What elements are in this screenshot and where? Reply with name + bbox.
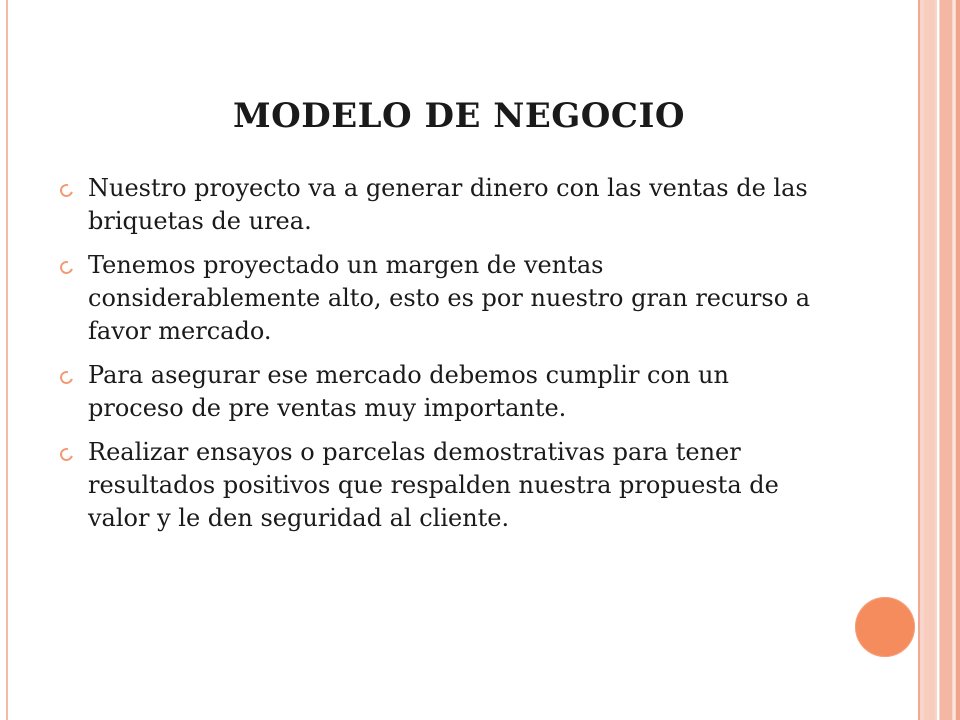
band-stripe	[956, 0, 960, 720]
band-stripe	[940, 0, 952, 720]
band-stripe	[924, 0, 935, 720]
bullet-text: Tenemos proyectado un margen de ventas considerablemente alto, esto es por nuestro gran recurso a favor mercado.	[88, 251, 811, 345]
slide-title: MODELO DE NEGOCIO	[233, 96, 685, 136]
ring-bullet-icon	[58, 369, 76, 387]
bullet-list	[58, 172, 818, 546]
bullet-item	[58, 359, 818, 425]
decorative-circle-icon	[855, 597, 915, 657]
bullet-text: Para asegurar ese mercado debemos cumplir con un proceso de pre ventas muy importante.	[88, 361, 729, 422]
band-stripe	[937, 0, 939, 720]
bullet-text: Nuestro proyecto va a generar dinero con las ventas de las briquetas de urea.	[88, 174, 808, 235]
bullet-item	[58, 172, 818, 238]
ring-bullet-icon	[58, 259, 76, 277]
ring-bullet-icon	[58, 182, 76, 200]
bullet-item	[58, 436, 818, 535]
right-decorative-band	[918, 0, 960, 720]
band-stripe	[918, 0, 920, 720]
ring-bullet-icon	[58, 446, 76, 464]
band-stripe	[953, 0, 955, 720]
bullet-text: Realizar ensayos o parcelas demostrativas para tener resultados positivos que respalden nuestra propuesta de valor y le den seguridad al cliente.	[88, 438, 779, 532]
bullet-item	[58, 249, 818, 348]
